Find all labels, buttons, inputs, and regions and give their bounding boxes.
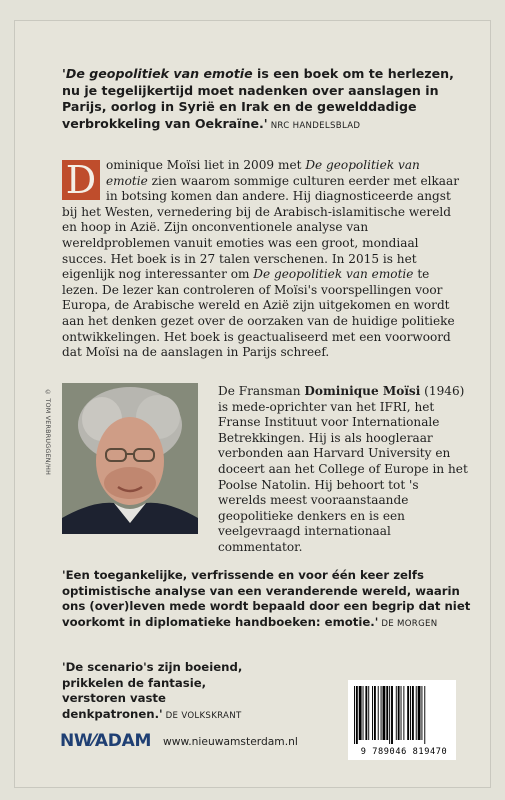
barcode-bar (365, 686, 367, 740)
barcode-bar (410, 686, 411, 740)
description-part-2: zien waarom sommige culturen eerder met elkaar in botsing komen dan andere. Hij diagnosticeerde angst bij het Westen, vernedering bij de Arabisch-islamitische wereld en hoop in Azië. Zijn onconventionele analyse van wereldproblemen vanuit emoties was een groot, mondiaal succes. Het boek is in 27 talen verschenen. In 2015 is het eigenlijk nog interessanter om (62, 173, 460, 282)
quote-text: 'Een toegankelijke, verfrissende en voor één keer zelfs optimistische analyse van een veranderende wereld, waarin ons (over)leven mede wordt bepaald door een begrip dat niet voorkomt in diplomatieke handboeken: emotie.' (62, 568, 471, 629)
barcode-bar (383, 686, 386, 740)
bio-part-2: (1946) is mede-oprichter van het IFRI, het Franse Instituut voor Internationale Betrekkingen. Hij is als hoogleraar verbonden aan Harvard University en doceert aan het College of Europe in het Poolse Natolin. Hij behoort tot 's werelds meest vooraanstaande geopolitieke denkers en is een veelgevraagd internationaal commentator. (218, 384, 468, 554)
barcode-bar (421, 686, 422, 740)
barcode-bar (407, 686, 409, 740)
publisher-website: www.nieuwamsterdam.nl (163, 735, 298, 748)
quote-source: NRC HANDELSBLAD (267, 120, 361, 131)
barcode-bar (356, 686, 358, 744)
quote-nrc (62, 66, 462, 134)
barcode-bar (363, 686, 364, 740)
description-part-3: te lezen. De lezer kan controleren of Moïsi's voorspellingen voor Europa, de Arabische wereld en Azië zijn uitgekomen en wordt aan het denken gezet over de oorzaken van de huidige politieke ontwikkelingen. Het boek is geactualiseerd met een voorwoord dat Moïsi na de aanslagen in Parijs schreef. (62, 267, 455, 360)
quote-book-title: De geopolitiek van emotie (65, 66, 253, 81)
quote-volkskrant (62, 660, 262, 724)
quote-text: is een boek om te herlezen, nu je tegelijkertijd moet nadenken over aanslagen in Parijs, oorlog in Syrië en Irak en de gewelddadige verbrokkeling van Oekraïne.' (62, 66, 454, 131)
description-title-1: De geopolitiek van emotie (106, 158, 420, 188)
quote-de-morgen (62, 568, 472, 632)
barcode-bar (412, 686, 414, 740)
drop-cap: D (62, 160, 100, 200)
barcode-bar (391, 686, 393, 744)
bio-part-1: De Fransman (218, 384, 305, 398)
barcode-bar (424, 686, 425, 744)
barcode-bar (359, 686, 362, 740)
barcode-bar (403, 686, 404, 740)
quote-source: DE VOLKSKRANT (162, 710, 242, 721)
barcode-bar (386, 686, 388, 740)
author-portrait-image (62, 383, 198, 534)
author-bio (218, 384, 468, 556)
barcode-bar (368, 686, 369, 740)
publisher-logo: NW⁄ADAM (60, 731, 152, 751)
barcode-bar (372, 686, 373, 740)
photo-credit: © TOM VERBRUGGEN/HH (44, 388, 52, 476)
quote-open-mark: ' (62, 66, 66, 81)
barcode-bar (381, 686, 382, 740)
quote-text: 'De scenario's zijn boeiend, prikkelen de fantasie, verstoren vaste denkpatronen.' (62, 660, 243, 721)
barcode-bar (378, 686, 379, 740)
barcode-bar (389, 686, 390, 744)
isbn-number: 9 789046 819470 (360, 747, 448, 757)
barcode-bar (354, 686, 355, 744)
barcode-bar (396, 686, 397, 740)
barcode-bar (398, 686, 400, 740)
description-title-2: De geopolitiek van emotie (253, 267, 414, 282)
description-part-1: ominique Moïsi liet in 2009 met (106, 158, 306, 172)
quote-source: DE MORGEN (378, 618, 438, 629)
barcode-bar (401, 686, 402, 740)
barcode-bars (348, 680, 456, 746)
barcode-bar (418, 686, 421, 740)
barcode-bar (416, 686, 417, 740)
barcode-bar (374, 686, 376, 740)
main-description (62, 158, 462, 361)
bio-author-name: Dominique Moïsi (304, 384, 421, 398)
author-photo (62, 383, 198, 534)
